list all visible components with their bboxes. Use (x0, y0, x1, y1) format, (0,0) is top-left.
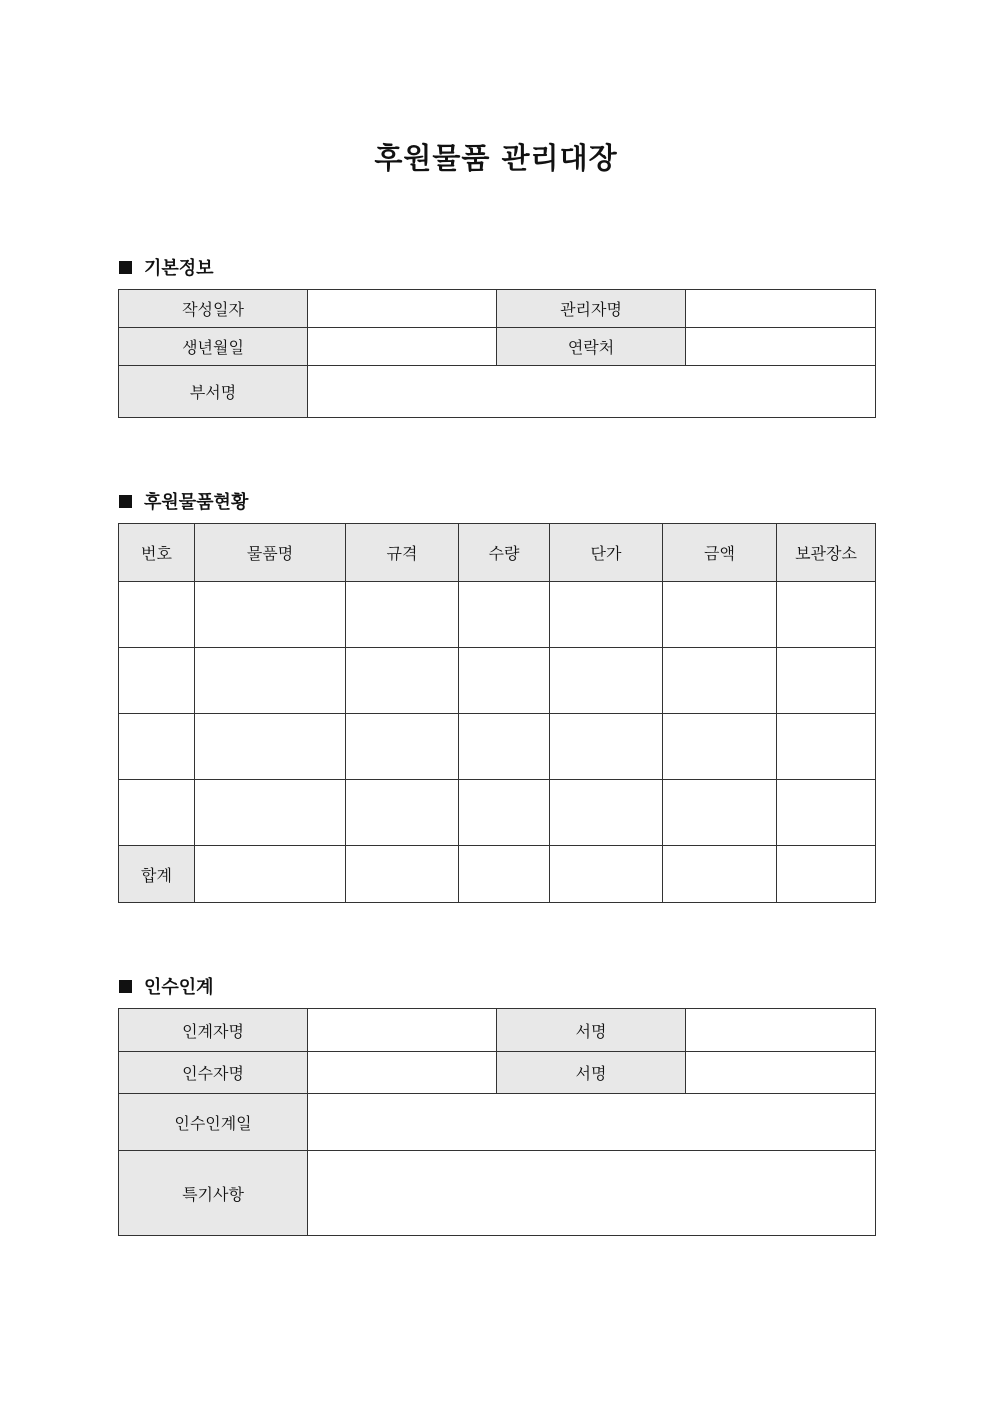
cell-storage[interactable] (777, 780, 876, 846)
department-label: 부서명 (119, 366, 308, 418)
table-row (119, 1094, 876, 1151)
basic-info-table (118, 289, 876, 418)
table-row (119, 714, 876, 780)
handover-heading-label: 인수인계 (144, 977, 214, 998)
square-bullet-icon (119, 980, 132, 993)
square-bullet-icon (119, 261, 132, 274)
receiver-signature-label: 서명 (497, 1052, 686, 1094)
manager-name-label: 관리자명 (497, 290, 686, 328)
basic-info-heading-label: 기본정보 (144, 258, 214, 279)
write-date-field[interactable] (308, 290, 497, 328)
cell-quantity[interactable] (459, 648, 550, 714)
total-item-name[interactable] (195, 846, 346, 903)
table-row (119, 648, 876, 714)
cell-quantity[interactable] (459, 714, 550, 780)
column-header-number: 번호 (119, 524, 195, 582)
giver-name-field[interactable] (308, 1009, 497, 1052)
table-row (119, 582, 876, 648)
table-row (119, 1151, 876, 1236)
total-amount[interactable] (663, 846, 777, 903)
total-storage[interactable] (777, 846, 876, 903)
cell-unit-price[interactable] (550, 582, 663, 648)
cell-item-name[interactable] (195, 714, 346, 780)
cell-amount[interactable] (663, 780, 777, 846)
column-header-amount: 금액 (663, 524, 777, 582)
cell-item-name[interactable] (195, 648, 346, 714)
donation-items-heading-label: 후원물품현황 (144, 492, 249, 513)
cell-item-name[interactable] (195, 582, 346, 648)
total-spec[interactable] (346, 846, 459, 903)
giver-signature-field[interactable] (686, 1009, 876, 1052)
table-row (119, 366, 876, 418)
cell-spec[interactable] (346, 582, 459, 648)
cell-number[interactable] (119, 582, 195, 648)
handover-table (118, 1008, 876, 1236)
cell-unit-price[interactable] (550, 714, 663, 780)
column-header-quantity: 수량 (459, 524, 550, 582)
cell-number[interactable] (119, 648, 195, 714)
cell-storage[interactable] (777, 582, 876, 648)
receiver-name-label: 인수자명 (119, 1052, 308, 1094)
remarks-field[interactable] (308, 1151, 876, 1236)
contact-field[interactable] (686, 328, 876, 366)
total-label: 합계 (119, 846, 195, 903)
cell-amount[interactable] (663, 582, 777, 648)
cell-spec[interactable] (346, 648, 459, 714)
table-header-row (119, 524, 876, 582)
cell-quantity[interactable] (459, 582, 550, 648)
cell-amount[interactable] (663, 714, 777, 780)
cell-number[interactable] (119, 714, 195, 780)
giver-name-label: 인계자명 (119, 1009, 308, 1052)
donation-items-heading (119, 488, 248, 514)
table-row (119, 1052, 876, 1094)
cell-unit-price[interactable] (550, 648, 663, 714)
contact-label: 연락처 (497, 328, 686, 366)
table-row (119, 1009, 876, 1052)
handover-heading (119, 973, 214, 999)
cell-storage[interactable] (777, 648, 876, 714)
square-bullet-icon (119, 495, 132, 508)
basic-info-heading (119, 254, 214, 280)
column-header-spec: 규격 (346, 524, 459, 582)
handover-date-field[interactable] (308, 1094, 876, 1151)
total-quantity[interactable] (459, 846, 550, 903)
handover-date-label: 인수인계일 (119, 1094, 308, 1151)
table-row (119, 290, 876, 328)
cell-spec[interactable] (346, 714, 459, 780)
total-unit-price[interactable] (550, 846, 663, 903)
cell-unit-price[interactable] (550, 780, 663, 846)
giver-signature-label: 서명 (497, 1009, 686, 1052)
cell-storage[interactable] (777, 714, 876, 780)
cell-amount[interactable] (663, 648, 777, 714)
table-row (119, 780, 876, 846)
birth-date-label: 생년월일 (119, 328, 308, 366)
column-header-unit-price: 단가 (550, 524, 663, 582)
cell-item-name[interactable] (195, 780, 346, 846)
birth-date-field[interactable] (308, 328, 497, 366)
write-date-label: 작성일자 (119, 290, 308, 328)
cell-quantity[interactable] (459, 780, 550, 846)
cell-number[interactable] (119, 780, 195, 846)
receiver-signature-field[interactable] (686, 1052, 876, 1094)
manager-name-field[interactable] (686, 290, 876, 328)
column-header-storage: 보관장소 (777, 524, 876, 582)
receiver-name-field[interactable] (308, 1052, 497, 1094)
remarks-label: 특기사항 (119, 1151, 308, 1236)
page-title: 후원물품 관리대장 (374, 141, 618, 175)
department-field[interactable] (308, 366, 876, 418)
column-header-item-name: 물품명 (195, 524, 346, 582)
cell-spec[interactable] (346, 780, 459, 846)
donation-items-table (118, 523, 876, 903)
total-row (119, 846, 876, 903)
table-row (119, 328, 876, 366)
